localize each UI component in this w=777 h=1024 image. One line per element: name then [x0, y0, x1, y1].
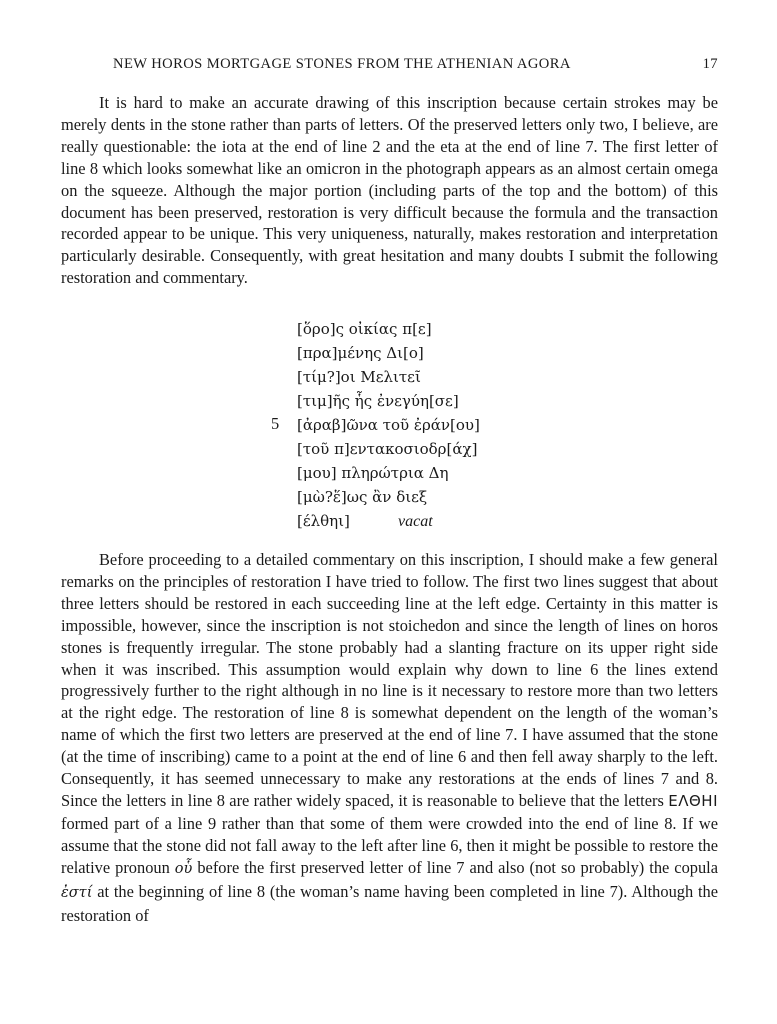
greek-word: ἐστί: [61, 884, 93, 901]
commentary-text: formed part of a line 9 rather than that some of them were crowded into the end of line 8. If we assume that the stone did not fall away to the left after line 6, then it might be possible to restore the relative pronoun: [61, 813, 718, 877]
vacat-label: vacat: [398, 513, 433, 530]
page-number: 17: [702, 56, 718, 72]
paragraph-intro: It is hard to make an accurate drawing of this inscription because certain strokes may be merely dents in the stone rather than parts of letters. Of the preserved letters only two, I believe, are really questionable: the iota at the end of line 2 and the eta at the end of line 7. The first letter of line 8 which looks somewhat like an omicron in the photograph appears as an almost certain omega on the squeeze. Although the major portion (including parts of the top and the bottom) of this document has been preserved, restoration is very difficult because the formula and the transaction recorded appear to be unique. This very uniqueness, naturally, makes restoration and interpretation particularly desirable. Consequently, with great hesitation and many doubts I submit the following restoration and commentary.: [61, 93, 718, 288]
inscription-line: [μὼ?ἕ]ως ἂν διεξ: [297, 488, 428, 506]
commentary-text: at the beginning of line 8 (the woman’s name having been completed in line 7). Although the restoration of: [61, 881, 718, 925]
commentary-text: Before proceeding to a detailed commentary on this inscription, I should make a few general remarks on the principles of restoration I have tried to follow. The first two lines suggest that about three letters should be restored in each succeeding line at the left edge. Certainty in this matter is impossible, however, since the inscription is not stoichedon and since the length of lines on horos stones is frequently irregular. The stone probably had a slanting fracture on its upper right side when it was inscribed. This assumption would explain why down to line 6 the lines extend progressively further to the right although in no line is it necessary to restore more than two letters at the right edge. The restoration of line 8 is somewhat dependent on the length of the woman’s name of which the first two letters are preserved at the end of line 7. I have assumed that the stone (at the time of inscribing) came to a point at the end of line 6 and then fell away sharply to the left. Consequently, it has seemed unnecessary to make any restorations at the ends of lines 7 and 8. Since the letters in line 8 are rather widely spaced, it is reasonable to believe that the letters: [61, 550, 718, 810]
commentary-text: before the first preserved letter of line 7 and also (not so probably) the copula: [197, 857, 718, 877]
inscription-line: [τοῦ π]εντακοσιοδρ[άχ]: [297, 440, 478, 458]
line-number: 5: [271, 414, 280, 433]
paragraph-commentary: [61, 549, 718, 926]
capital-letters: ΕΛΘΗΙ: [668, 791, 718, 810]
inscription-line: [μου] πληρώτρια Δη: [297, 464, 449, 482]
running-title: NEW HOROS MORTGAGE STONES FROM THE ATHENIAN AGORA: [113, 56, 571, 72]
greek-word: οὗ: [174, 860, 193, 877]
inscription-line: [τίμ?]οι Μελιτεῖ: [297, 368, 421, 386]
inscription-line: [έλθηι]: [297, 512, 350, 530]
inscription-line: [ὅρο]ς οἰκίας π[ε]: [297, 320, 432, 338]
inscription-line: [πρα]μένης Δι[ο]: [297, 344, 424, 362]
inscription-line: [ἀραβ]ῶνα τοῦ ἐράν[ου]: [297, 416, 480, 434]
inscription-line: [τιμ]ῆς ἧς ἐνεγύη[σε]: [297, 392, 459, 410]
